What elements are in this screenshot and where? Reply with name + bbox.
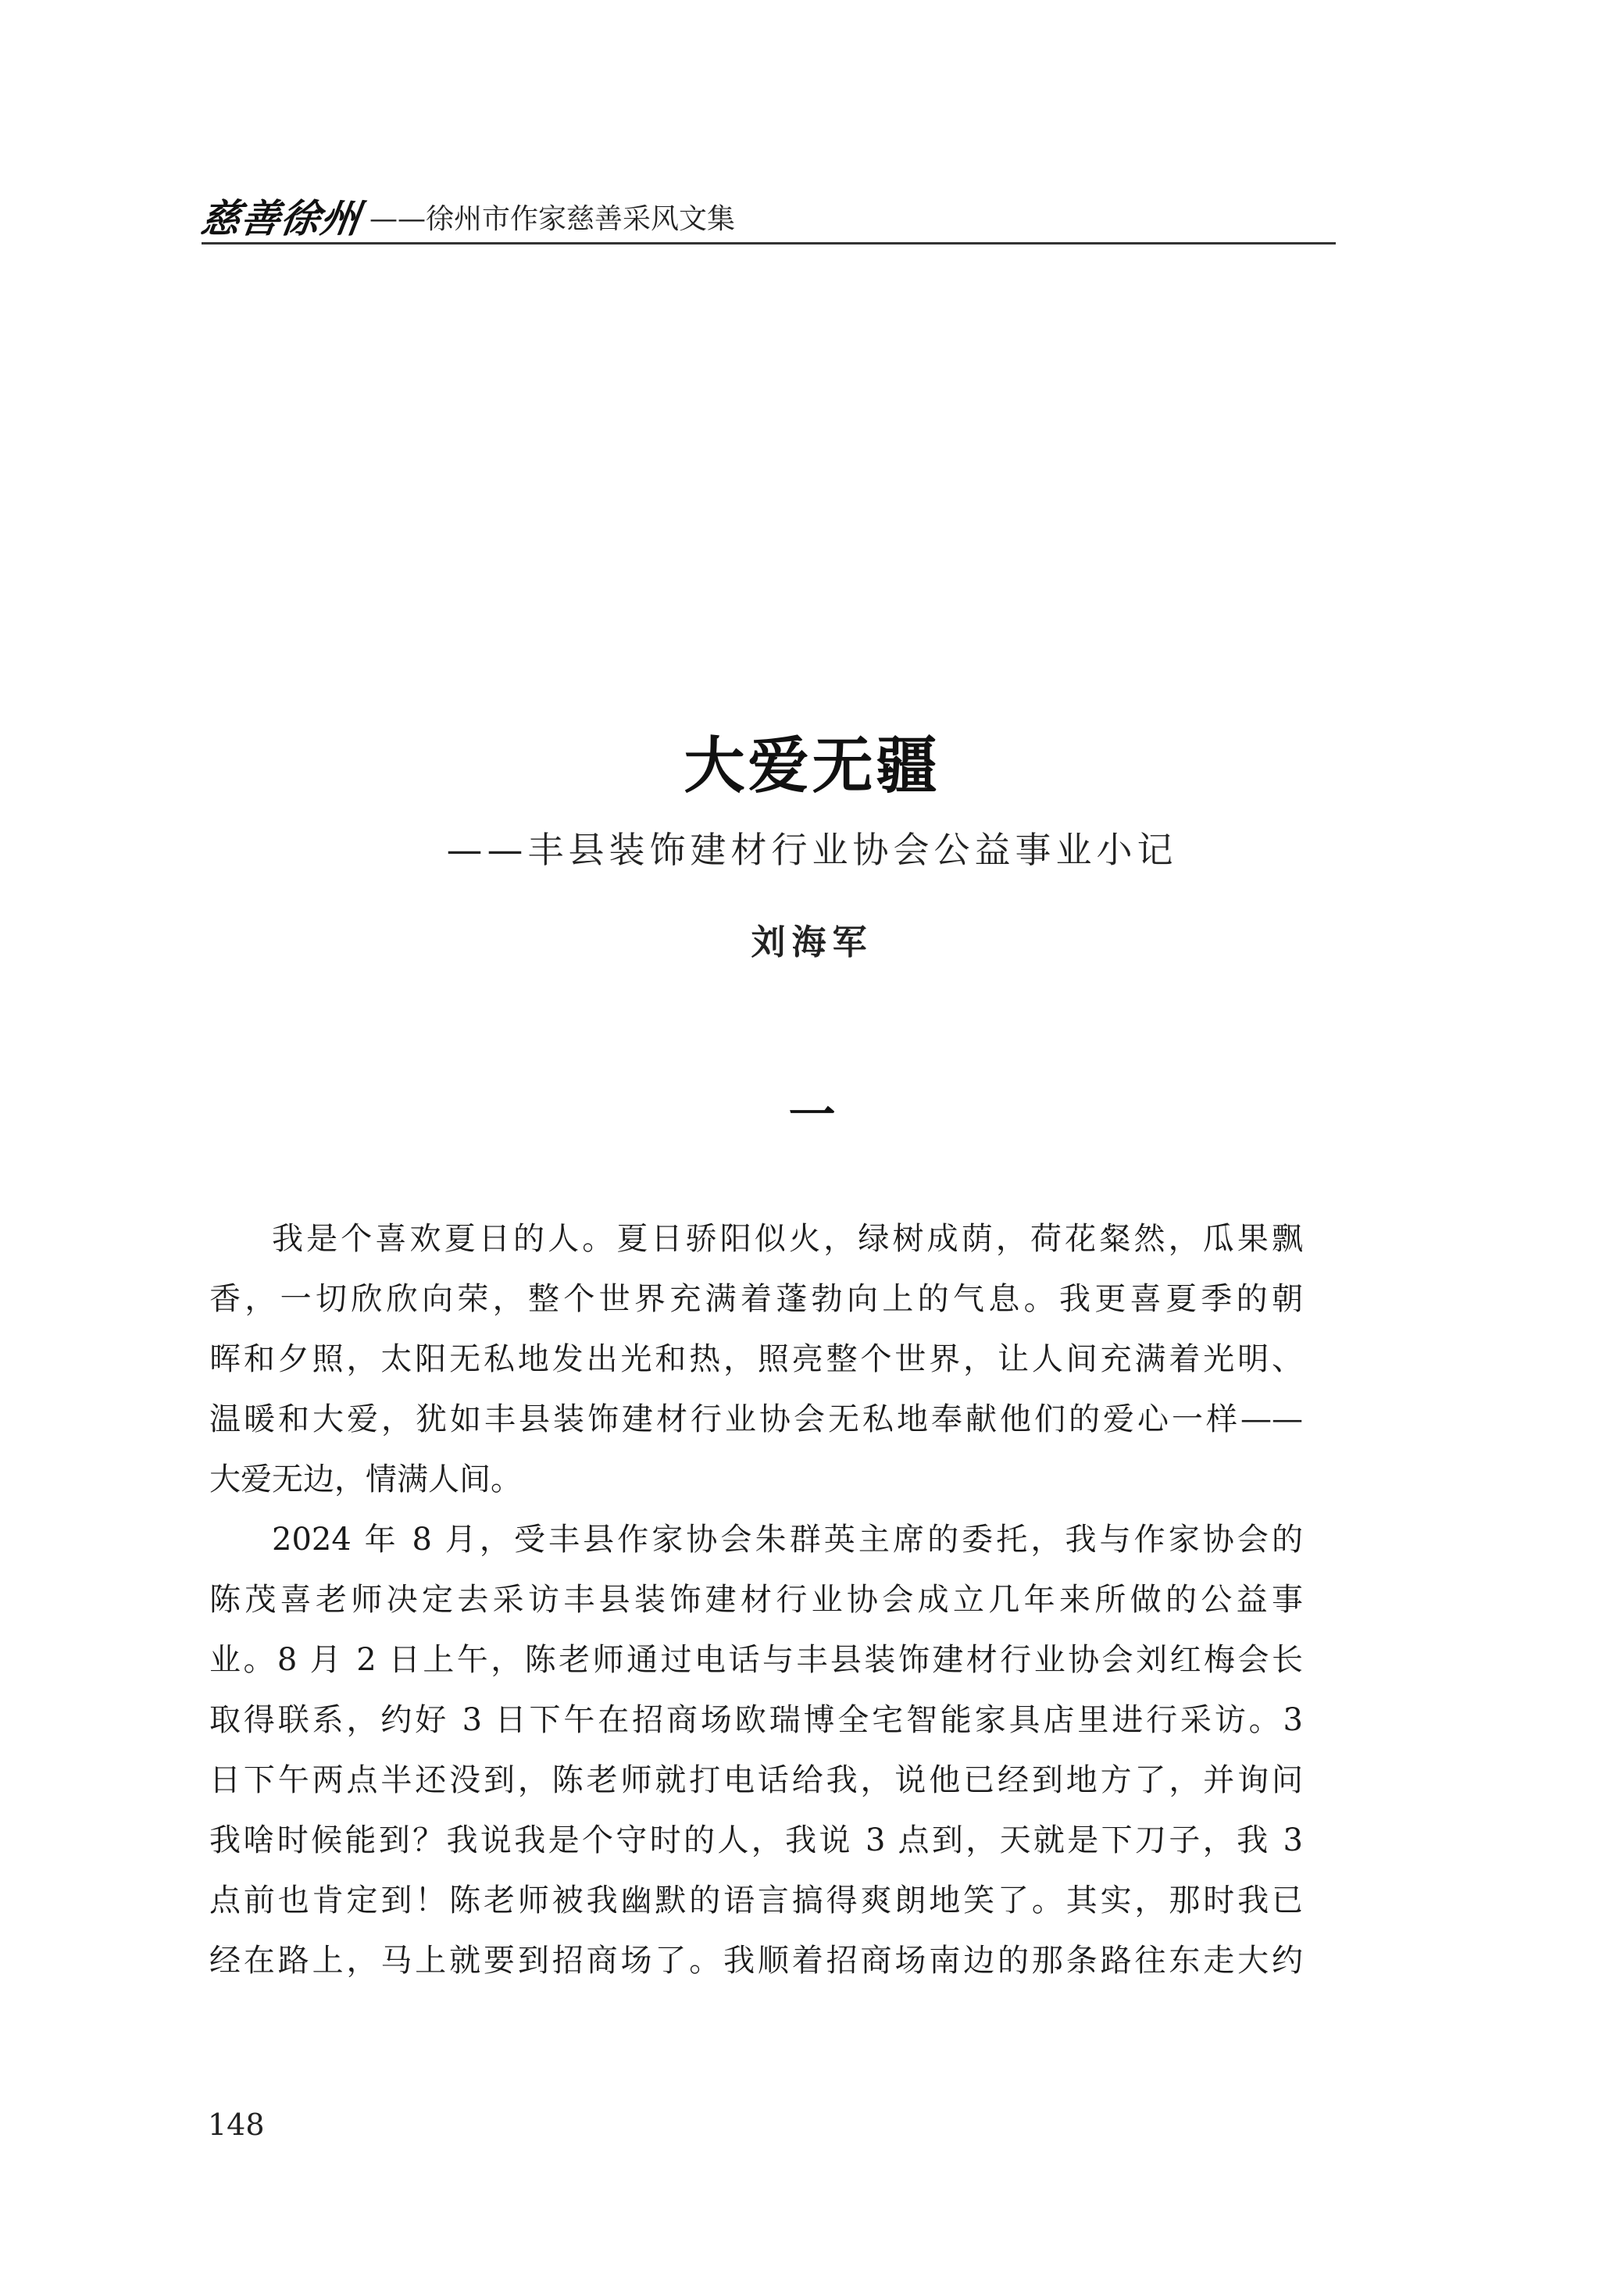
section-number: 一: [788, 1088, 836, 1143]
paragraph-2-line-7: 点前也肯定到！陈老师被我幽默的语言搞得爽朗地笑了。其实，那时我已: [209, 1883, 1303, 1918]
paragraph-2-line-2: 陈茂喜老师决定去采访丰县装饰建材行业协会成立几年来所做的公益事: [209, 1582, 1303, 1618]
article-title: 大爱无疆: [684, 731, 940, 801]
paragraph-2-line-6: 我啥时候能到？我说我是个守时的人，我说 3 点到，天就是下刀子，我 3: [209, 1822, 1303, 1858]
paragraph-1-line-1: 我是个喜欢夏日的人。夏日骄阳似火，绿树成荫，荷花粲然，瓜果飘: [272, 1221, 1303, 1257]
article-subtitle: ——丰县装饰建材行业协会公益事业小记: [446, 829, 1178, 871]
running-header: [198, 186, 1336, 244]
body-text: [209, 1209, 1303, 1991]
paragraph-2-line-5: 日下午两点半还没到，陈老师就打电话给我，说他已经到地方了，并询问: [209, 1762, 1303, 1798]
page-number: 148: [208, 2108, 265, 2142]
paragraph-1-line-2: 香，一切欣欣向荣，整个世界充满着蓬勃向上的气息。我更喜夏季的朝: [209, 1281, 1303, 1317]
header-subtitle: ——徐州市作家慈善采风文集: [369, 203, 736, 235]
paragraph-1-line-4: 温暖和大爱，犹如丰县装饰建材行业协会无私地奉献他们的爱心一样——: [209, 1401, 1303, 1437]
paragraph-2-line-4: 取得联系，约好 3 日下午在招商场欧瑞博全宅智能家具店里进行采访。3: [209, 1702, 1303, 1738]
paragraph-1-line-3: 晖和夕照，太阳无私地发出光和热，照亮整个世界，让人间充满着光明、: [209, 1341, 1303, 1377]
paragraph-2-line-3: 业。8 月 2 日上午，陈老师通过电话与丰县装饰建材行业协会刘红梅会长: [209, 1642, 1303, 1678]
paragraph-1-line-5: 大爱无边，情满人间。: [209, 1462, 522, 1497]
header-logo: 慈善徐州: [198, 195, 364, 241]
paragraph-2-line-1: 2024 年 8 月，受丰县作家协会朱群英主席的委托，我与作家协会的: [272, 1522, 1303, 1558]
paragraph-2-line-8: 经在路上，马上就要到招商场了。我顺着招商场南边的那条路往东走大约: [209, 1943, 1303, 1979]
article-author: 刘海军: [751, 923, 873, 962]
